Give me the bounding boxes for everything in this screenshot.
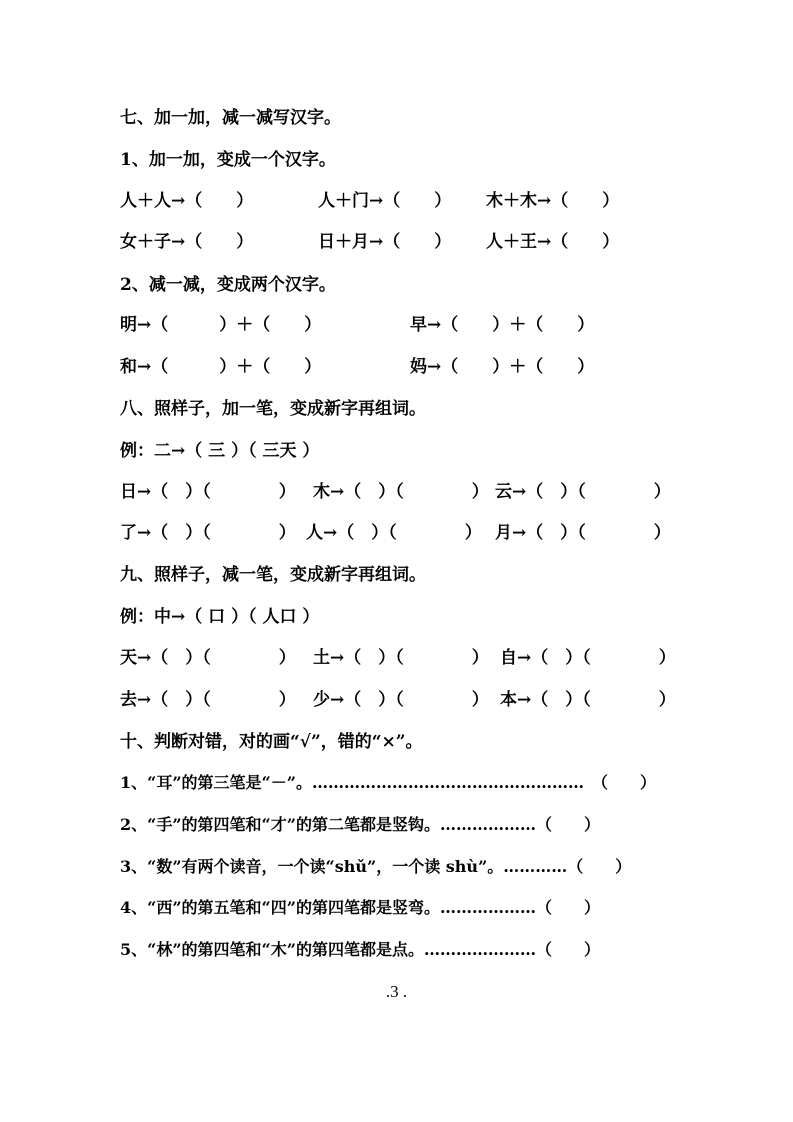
add-stroke-item: 云→（ ）（ ）	[495, 482, 671, 502]
section-7-sub1: 1、加一加，变成一个汉字。	[120, 150, 336, 170]
add-stroke-row-2	[120, 522, 680, 544]
subtract-item: 早→（ ）＋（ ）	[410, 315, 595, 335]
remove-stroke-row-2	[120, 689, 680, 711]
section-8-example: 例：二→（ 三 ）（ 三天 ）	[120, 441, 320, 461]
section-7-sub2: 2、减一减，变成两个汉字。	[120, 275, 336, 295]
add-stroke-item: 木→（ ）（ ）	[313, 482, 489, 502]
judge-item-1: 1、“耳”的第三笔是“－”。…………………………………………… （ ）	[120, 773, 656, 792]
subtract-item: 妈→（ ）＋（ ）	[410, 357, 595, 377]
subtract-item: 明→（ ）＋（ ）	[120, 315, 322, 335]
remove-stroke-item: 自→（ ）（ ）	[500, 648, 676, 668]
remove-stroke-item: 去→（ ）（ ）	[120, 690, 296, 710]
add-item: 日＋月→（ ）	[318, 232, 452, 252]
add-item: 木＋木→（ ）	[486, 191, 620, 211]
add-stroke-item: 了→（ ）（ ）	[120, 523, 296, 543]
add-item: 人＋人→（ ）	[120, 191, 254, 211]
section-9-title: 九、照样子，减一笔，变成新字再组词。	[120, 565, 426, 585]
add-item: 女＋子→（ ）	[120, 232, 254, 252]
remove-stroke-item: 土→（ ）（ ）	[313, 648, 489, 668]
section-10-title: 十、判断对错，对的画“√”，错的“×”。	[120, 732, 423, 752]
page-number: .3 .	[385, 982, 408, 1001]
section-7-title: 七、加一加，减一减写汉字。	[120, 108, 341, 128]
judge-item-2: 2、“手”的第四笔和“才”的第二笔都是竖钩。………………（ ）	[120, 815, 600, 834]
add-row-2	[120, 231, 680, 253]
add-stroke-row-1	[120, 481, 680, 503]
add-stroke-item: 日→（ ）（ ）	[120, 482, 296, 502]
subtract-row-1	[120, 314, 680, 336]
add-row-1	[120, 190, 680, 212]
judge-item-4: 4、“西”的第五笔和“四”的第四笔都是竖弯。………………（ ）	[120, 898, 600, 917]
remove-stroke-item: 天→（ ）（ ）	[120, 648, 296, 668]
remove-stroke-row-1	[120, 647, 680, 669]
subtract-item: 和→（ ）＋（ ）	[120, 357, 322, 377]
section-9-example: 例：中→（ 口 ）（ 人口 ）	[120, 607, 320, 627]
section-8-title: 八、照样子，加一笔，变成新字再组词。	[120, 399, 426, 419]
add-item: 人＋王→（ ）	[486, 232, 620, 252]
add-item: 人＋门→（ ）	[318, 191, 452, 211]
add-stroke-item: 人→（ ）（ ）	[306, 523, 482, 543]
add-stroke-item: 月→（ ）（ ）	[495, 523, 671, 543]
remove-stroke-item: 本→（ ）（ ）	[500, 690, 676, 710]
remove-stroke-item: 少→（ ）（ ）	[313, 690, 489, 710]
judge-item-3: 3、“数”有两个读音，一个读“shǔ”，一个读 shù”。…………（ ）	[120, 857, 632, 876]
subtract-row-2	[120, 356, 680, 378]
judge-item-5: 5、“林”的第四笔和“木”的第四笔都是点。…………………（ ）	[120, 940, 600, 959]
